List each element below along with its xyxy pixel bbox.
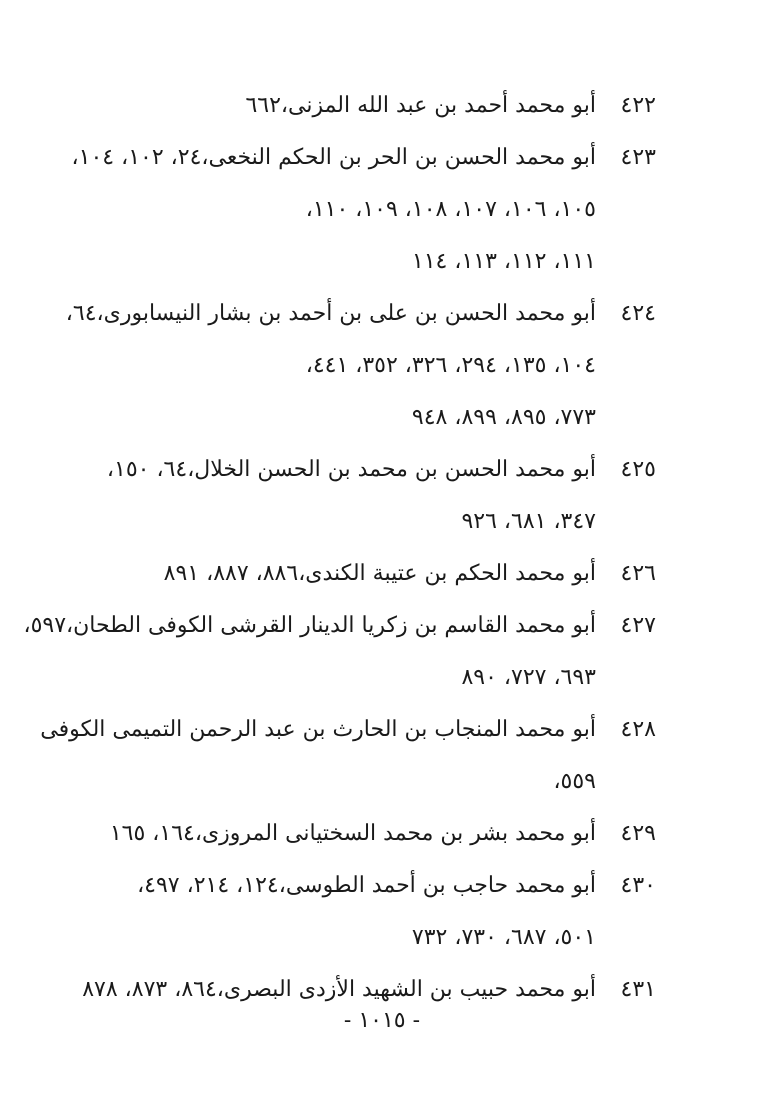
index-entry	[96, 860, 656, 964]
entry-number: ٤٢٩	[620, 821, 656, 846]
entry-continuation-line: ٧٧٣، ٨٩٥، ٨٩٩، ٩٤٨	[411, 405, 596, 430]
entry-text: أبو محمد الحكم بن عتيبة الكندى،٨٨٦، ٨٨٧، ٨٩١	[163, 561, 596, 586]
entry-first-line	[40, 704, 656, 756]
entry-first-line	[71, 132, 656, 184]
entry-number: ٤٢٢	[620, 93, 656, 118]
index-entry	[96, 808, 656, 860]
entry-text: أبو محمد الحسن بن الحر بن الحكم النخعى،٢٤، ١٠٢، ١٠٤،	[71, 145, 596, 170]
entry-first-line	[96, 80, 656, 132]
entry-first-line	[96, 860, 656, 912]
entry-continuation-line: ٣٤٧، ٦٨١، ٩٢٦	[461, 509, 596, 534]
entry-first-line	[65, 288, 656, 340]
index-entry	[96, 548, 656, 600]
entry-text: أبو محمد الحسن بن على بن أحمد بن بشار النيسابورى،٦٤،	[65, 301, 596, 326]
entry-number: ٤٢٥	[620, 457, 656, 482]
index-entry	[65, 288, 656, 444]
entry-number: ٤٣١	[620, 977, 656, 1002]
index-entry	[96, 444, 656, 548]
entry-number: ٤٢٣	[620, 145, 656, 170]
page-number: - ١٠١٥ -	[343, 1008, 421, 1033]
entry-continuation-line: ٥٥٩،	[553, 769, 596, 794]
entry-first-line	[96, 444, 656, 496]
entry-text: أبو محمد حاجب بن أحمد الطوسى،١٢٤، ٢١٤، ٤٩٧،	[137, 873, 596, 898]
entry-first-line	[96, 808, 656, 860]
entry-text: أبو محمد حبيب بن الشهيد الأزدى البصرى،٨٦٤، ٨٧٣، ٨٧٨	[82, 977, 596, 1002]
entry-number: ٤٢٧	[620, 613, 656, 638]
index-entries	[23, 80, 656, 1016]
entry-first-line	[96, 548, 656, 600]
page-footer	[0, 1008, 764, 1033]
entry-text: أبو محمد القاسم بن زكريا الدينار القرشى الكوفى الطحان،٥٩٧،	[23, 613, 596, 638]
entry-first-line	[23, 600, 656, 652]
entry-continuation-line: ١٠٥، ١٠٦، ١٠٧، ١٠٨، ١٠٩، ١١٠،	[305, 197, 596, 222]
entry-number: ٤٢٦	[620, 561, 656, 586]
entry-text: أبو محمد المنجاب بن الحارث بن عبد الرحمن التميمى الكوفى	[40, 717, 596, 742]
entry-text: أبو محمد الحسن بن محمد بن الحسن الخلال،٦٤، ١٥٠،	[106, 457, 596, 482]
index-entry	[23, 600, 656, 704]
entry-text: أبو محمد أحمد بن عبد الله المزنى،٦٦٢	[245, 93, 596, 118]
index-entry	[71, 132, 656, 288]
entry-continuation-line: ٦٩٣، ٧٢٧، ٨٩٠	[461, 665, 596, 690]
entry-text: أبو محمد بشر بن محمد السختيانى المروزى،١٦٤، ١٦٥	[109, 821, 596, 846]
index-entry	[40, 704, 656, 808]
entry-number: ٤٢٨	[620, 717, 656, 742]
entry-number: ٤٣٠	[620, 873, 656, 898]
entry-continuation-line: ١٠٤، ١٣٥، ٢٩٤، ٣٢٦، ٣٥٢، ٤٤١،	[305, 353, 596, 378]
entry-continuation-line: ٥٠١، ٦٨٧، ٧٣٠، ٧٣٢	[411, 925, 596, 950]
entry-continuation-line: ١١١، ١١٢، ١١٣، ١١٤	[411, 249, 596, 274]
entry-number: ٤٢٤	[620, 301, 656, 326]
index-entry	[96, 80, 656, 132]
